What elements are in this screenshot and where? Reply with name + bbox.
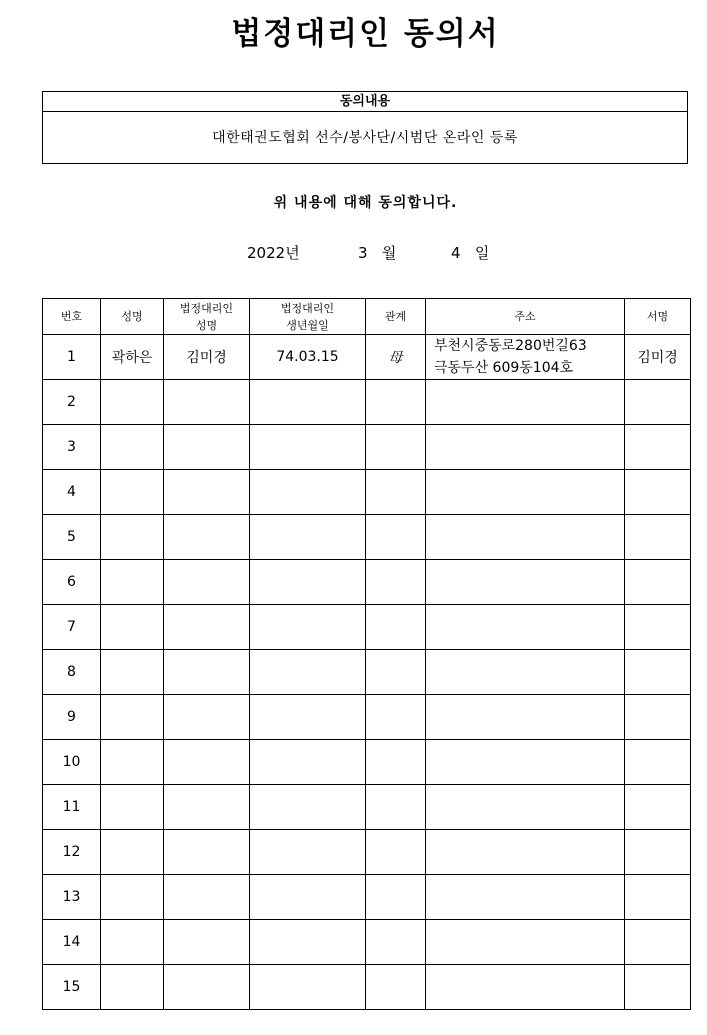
cell-guardian-birth [250,560,366,605]
cell-no: 3 [43,425,101,470]
cell-guardian-birth [250,470,366,515]
cell-signature [625,875,691,920]
date-day [451,242,489,263]
table-row [43,785,691,830]
cell-guardian-birth [250,695,366,740]
cell-guardian-birth [250,515,366,560]
cell-signature [625,425,691,470]
cell-relation [366,965,426,1010]
date-day-value: 4 [451,244,461,262]
header-name: 성명 [101,299,164,335]
cell-address [426,785,625,830]
cell-name [101,515,164,560]
table-row [43,650,691,695]
cell-guardian-name [164,920,250,965]
cell-address [426,920,625,965]
cell-no: 15 [43,965,101,1010]
table-row [43,605,691,650]
table-row [43,695,691,740]
cell-relation: 母 [366,335,426,380]
cell-name [101,560,164,605]
header-no: 번호 [43,299,101,335]
table-row [43,380,691,425]
table-row [43,335,691,380]
cell-address [426,695,625,740]
cell-guardian-name [164,830,250,875]
consent-body: 대한태권도협회 선수/봉사단/시범단 온라인 등록 [212,130,518,146]
cell-relation [366,605,426,650]
cell-no: 4 [43,470,101,515]
cell-name [101,785,164,830]
date-day-unit: 일 [474,244,490,262]
cell-signature [625,515,691,560]
cell-address [426,515,625,560]
cell-guardian-birth [250,425,366,470]
table-row [43,515,691,560]
header-guardian-birth-line1: 법정대리인 [280,301,335,315]
cell-no: 7 [43,605,101,650]
document-title: 법정대리인 동의서 [231,16,500,52]
table-row [43,425,691,470]
cell-relation [366,785,426,830]
cell-signature [625,605,691,650]
cell-guardian-birth [250,785,366,830]
cell-relation [366,920,426,965]
cell-address [426,560,625,605]
cell-guardian-birth [250,380,366,425]
cell-address [426,740,625,785]
table-row [43,920,691,965]
cell-signature [625,830,691,875]
cell-guardian-birth [250,965,366,1010]
cell-no: 6 [43,560,101,605]
cell-relation [366,470,426,515]
cell-relation [366,830,426,875]
cell-relation [366,740,426,785]
cell-guardian-birth [250,605,366,650]
header-signature: 서명 [625,299,691,335]
cell-guardian-birth [250,650,366,695]
cell-name [101,830,164,875]
cell-name [101,695,164,740]
date-month-value: 3 [358,244,368,262]
cell-name [101,920,164,965]
cell-no: 1 [43,335,101,380]
cell-name: 곽하은 [101,335,164,380]
table-row [43,470,691,515]
table-row [43,560,691,605]
cell-guardian-name [164,470,250,515]
table-header-row [43,299,691,335]
cell-guardian-birth [250,920,366,965]
cell-relation [366,425,426,470]
table-row [43,740,691,785]
cell-name [101,965,164,1010]
cell-name [101,875,164,920]
cell-guardian-name [164,425,250,470]
cell-guardian-birth [250,740,366,785]
cell-name [101,470,164,515]
cell-signature [625,380,691,425]
cell-address [426,380,625,425]
header-guardian-name [164,299,250,335]
cell-name [101,650,164,695]
cell-address-line1: 부천시중동로280번길63 [434,338,587,354]
cell-address [426,965,625,1010]
cell-guardian-name: 김미경 [164,335,250,380]
cell-relation [366,380,426,425]
cell-relation [366,875,426,920]
header-guardian-name-line2: 성명 [195,318,218,332]
cell-signature: 김미경 [625,335,691,380]
header-guardian-name-line1: 법정대리인 [179,301,234,315]
consent-box [42,91,688,164]
cell-guardian-name [164,605,250,650]
header-guardian-birth-line2: 생년월일 [286,318,329,332]
cell-guardian-name [164,560,250,605]
cell-address [426,605,625,650]
cell-name [101,740,164,785]
date-month-unit: 월 [381,244,397,262]
cell-signature [625,695,691,740]
cell-guardian-name [164,875,250,920]
cell-address [426,830,625,875]
cell-guardian-birth [250,830,366,875]
cell-address [426,335,625,380]
cell-name [101,605,164,650]
guardian-consent-table [42,298,691,1010]
cell-no: 10 [43,740,101,785]
date-month [358,242,396,263]
cell-signature [625,965,691,1010]
consent-header: 동의내용 [43,92,687,112]
cell-address [426,425,625,470]
header-relation: 관계 [366,299,426,335]
cell-guardian-name [164,380,250,425]
cell-guardian-name [164,740,250,785]
cell-signature [625,470,691,515]
cell-no: 5 [43,515,101,560]
cell-guardian-birth: 74.03.15 [250,335,366,380]
cell-guardian-name [164,515,250,560]
cell-no: 13 [43,875,101,920]
cell-signature [625,650,691,695]
cell-signature [625,785,691,830]
cell-no: 9 [43,695,101,740]
cell-guardian-birth [250,875,366,920]
cell-relation [366,560,426,605]
date-year [247,242,300,263]
cell-guardian-name [164,785,250,830]
cell-no: 2 [43,380,101,425]
date-year-unit: 년 [285,244,300,262]
cell-no: 12 [43,830,101,875]
cell-address-line2: 극동두산 609동104호 [434,360,574,376]
cell-relation [366,650,426,695]
cell-address [426,470,625,515]
agreement-text: 위 내용에 대해 동의합니다. [273,195,458,211]
cell-guardian-name [164,695,250,740]
header-address: 주소 [426,299,625,335]
cell-signature [625,920,691,965]
cell-relation [366,695,426,740]
table-row [43,965,691,1010]
header-guardian-birth [250,299,366,335]
cell-name [101,380,164,425]
table-row [43,875,691,920]
date-year-value: 2022 [247,244,286,262]
cell-address [426,875,625,920]
cell-no: 14 [43,920,101,965]
cell-guardian-name [164,650,250,695]
cell-guardian-name [164,965,250,1010]
cell-no: 11 [43,785,101,830]
cell-relation [366,515,426,560]
cell-address [426,650,625,695]
cell-name [101,425,164,470]
cell-no: 8 [43,650,101,695]
table-row [43,830,691,875]
cell-signature [625,740,691,785]
cell-signature [625,560,691,605]
